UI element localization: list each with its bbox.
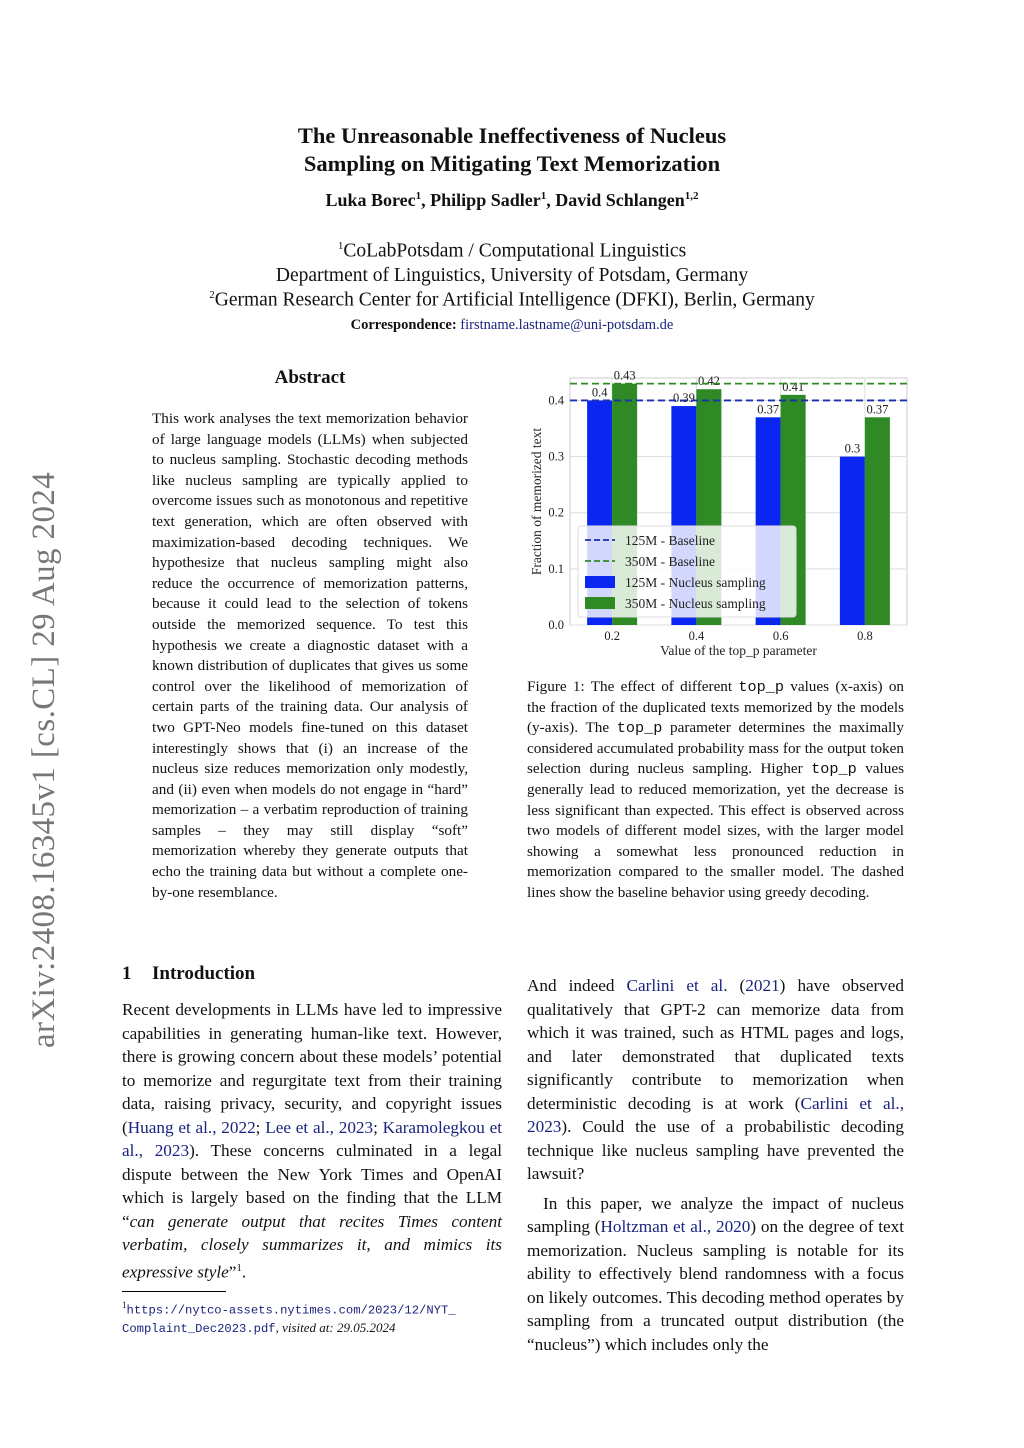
caption-text: values (x-axis) on the fraction of the duplicated texts memorized by the models (y-axis). The	[527, 678, 905, 737]
correspondence	[180, 317, 844, 334]
abstract-heading: Abstract	[274, 367, 346, 388]
x-tick-label: 0.8	[857, 629, 873, 643]
caption-code: top_p	[616, 719, 663, 738]
bar-value-label: 0.43	[613, 368, 636, 383]
arxiv-identifier: arXiv:2408.16345v1 [cs.CL] 29 Aug 2024	[26, 471, 62, 1048]
affiliation-number: 2	[209, 289, 215, 301]
y-axis-label: Fraction of memorized text	[529, 427, 544, 576]
footnote-marker[interactable]: 1	[236, 1261, 242, 1274]
caption-label: Figure 1:	[527, 678, 585, 695]
author-list: Luka Borec$^1$, Philipp Sadler$^1$, David Schlangen$^{1,2}$	[325, 190, 699, 210]
section-title: Introduction	[152, 963, 256, 984]
caption-text: The effect of different	[584, 678, 739, 695]
citation-link[interactable]: Carlini et al.	[626, 976, 728, 995]
intro-paragraph	[527, 1192, 904, 1357]
body-text: ). Could the use of a probabilistic decoding technique like nucleus sampling have prevented the lawsuit?	[527, 1117, 904, 1183]
correspondence-email-link[interactable]: firstname.lastname@uni-potsdam.de	[460, 317, 674, 333]
body-text: .	[241, 1262, 247, 1282]
legend-entry-label: 125M - Baseline	[625, 533, 715, 548]
paper-title	[180, 122, 844, 178]
legend-color-swatch	[585, 597, 615, 609]
y-tick-label: 0.2	[548, 505, 564, 520]
intro-paragraph-left	[122, 998, 502, 1284]
footnote-divider	[122, 1291, 226, 1292]
body-text: ). These concerns culminated in a legal dispute between the New York Times and OpenAI which is largely based on the finding that the LLM “	[122, 1141, 502, 1231]
affiliation-text: Department of Linguistics, University of Potsdam, Germany	[275, 265, 749, 286]
body-text: (	[727, 976, 746, 995]
y-tick-label: 0.1	[548, 561, 564, 576]
section-number: 1	[122, 963, 132, 984]
legend-color-swatch	[585, 576, 615, 588]
x-axis-label: Value of the top_p parameter	[660, 643, 817, 658]
bar-value-label: 0.37	[757, 402, 780, 417]
bar-value-label: 0.42	[697, 374, 720, 389]
bar-350m	[865, 417, 890, 625]
correspondence-label: Correspondence:	[350, 317, 457, 333]
bar-125m	[840, 457, 865, 625]
affiliation-line	[130, 289, 894, 312]
y-tick-label: 0.0	[548, 618, 564, 632]
figure-1-caption	[527, 677, 904, 904]
affiliation-number: 1	[337, 240, 344, 252]
author-affiliation-mark: 1	[415, 190, 422, 202]
bar-value-label: 0.3	[844, 441, 861, 456]
legend-entry-label: 125M - Nucleus sampling	[625, 575, 766, 590]
citation-link[interactable]: Huang et al., 2022	[127, 1117, 256, 1137]
citation-link[interactable]: Karamolegkou et al., 2023	[122, 1117, 502, 1160]
abstract-text: This work analyses the text memorization behavior of large language models (LLMs) when subjected to nucleus sampling. Stochastic decoding methods like nucleus sampling are typically applied to overcome issues such as monotonous and repetitive text generation, which are often observed with maximization-based decoding techniques. We hypothesize that nucleus sampling might also reduce the occurrence of memorization patterns, because it could lead to the selection of tokens outside the memorized sequence. To test this hypothesis we create a diagnostic dataset with a known distribution of duplicates that gives us some control over the likelihood of memorization of certain parts of the training data. Our analysis of two GPT-Neo models fine-tuned on this dataset interestingly shows that (i) an increase of the nucleus size reduces memorization only modestly, and (ii) even when models do not engage in “hard” memorization – a verbatim reproduction of training samples – they may still display “soft” memorization whereby they generate outputs that echo the training data but without a complete one-by-one resemblance.	[152, 410, 468, 901]
author-name: Philipp Sadler	[430, 190, 541, 210]
caption-code: top_p	[811, 760, 857, 779]
bar-value-label: 0.37	[866, 402, 889, 417]
affiliation-text: CoLabPotsdam / Computational Linguistics	[343, 240, 687, 262]
citation-link[interactable]: Carlini et al., 2023	[527, 1093, 904, 1136]
footnote	[122, 1296, 502, 1338]
y-tick-label: 0.4	[548, 393, 564, 408]
title-line-2: Sampling on Mitigating Text Memorization	[303, 151, 721, 176]
body-text: Recent developments in LLMs have led to impressive capabilities in generating human-like text. However, there is growing concern about these models’ potential to memorize and regurgitate text from their training data, raising privacy, security, and copyright issues (	[122, 1000, 502, 1137]
legend-entry-label: 350M - Nucleus sampling	[625, 596, 766, 611]
caption-code: top_p	[738, 678, 784, 696]
citation-link[interactable]: Lee et al., 2023	[265, 1117, 374, 1137]
footnote-number: 1	[122, 1300, 127, 1310]
author-name: David Schlangen	[555, 190, 685, 210]
body-text: ) have observed qualitatively that GPT-2 can memorize data from which it was trained, such as HTML pages and logs, and later demonstrated that duplicated texts significantly contribute to memorization when deterministic decoding is at work (	[527, 976, 905, 1113]
legend-entry-label: 350M - Baseline	[625, 554, 715, 569]
author-affiliation-mark: 1	[540, 190, 547, 202]
body-text: And indeed	[527, 976, 627, 995]
y-tick-label: 0.3	[548, 449, 564, 464]
affiliation-line	[130, 265, 894, 287]
body-text: ;	[373, 1117, 383, 1137]
citation-link[interactable]: Holtzman et al., 2020	[600, 1217, 751, 1236]
footnote-url-link[interactable]: https://nytco-assets.nytimes.com/2023/12/NYT_	[126, 1303, 456, 1318]
author-affiliation-mark: 1,2	[684, 190, 699, 202]
caption-text: parameter determines the maximally considered accumulated probability mass for the output token selection during nucleus sampling. Higher	[527, 719, 904, 778]
affiliation-text: German Research Center for Artificial Intelligence (DFKI), Berlin, Germany	[214, 289, 815, 311]
bar-value-label: 0.39	[672, 391, 695, 406]
body-text: In this paper, we analyze the impact of nucleus sampling (	[527, 1193, 904, 1236]
body-text: ) on the degree of text memorization. Nucleus sampling is notable for its ability to effectively blend randomness with a focus on likely outcomes. This decoding method operates by sampling from a truncated output distribution (the “nucleus”) which includes only the	[527, 1217, 904, 1354]
citation-link[interactable]: 2021	[745, 976, 780, 995]
footnote-visited-date: , visited at: 29.05.2024	[275, 1320, 396, 1336]
figure-1-bar-chart	[526, 366, 912, 662]
x-tick-label: 0.6	[772, 629, 789, 643]
body-text: ;	[255, 1117, 266, 1137]
body-text: ”	[228, 1262, 237, 1282]
section-heading	[122, 963, 502, 985]
caption-text: values generally lead to reduced memorization, yet the decrease is less significant than expected. This effect is observed across two models of different model sizes, with the larger model showing a somewhat less pronounced reduction in memorization compared to the smaller model. The dashed lines show the baseline behavior using greedy decoding.	[527, 760, 904, 901]
bar-value-label: 0.41	[782, 379, 805, 394]
intro-paragraph	[527, 974, 904, 1186]
x-tick-label: 0.2	[604, 629, 620, 643]
quoted-text: can generate output that recites Times content verbatim, closely summarizes it, and mimics its expressive style	[122, 1211, 502, 1282]
author-name: Luka Borec	[325, 190, 416, 210]
x-tick-label: 0.4	[688, 629, 705, 643]
intro-column-right	[527, 974, 904, 1356]
affiliation-line	[130, 240, 894, 263]
footnote-url-link[interactable]: Complaint_Dec2023.pdf	[122, 1322, 276, 1337]
title-line-1: The Unreasonable Ineffectiveness of Nucleus	[297, 123, 727, 148]
bar-value-label: 0.4	[591, 385, 608, 400]
